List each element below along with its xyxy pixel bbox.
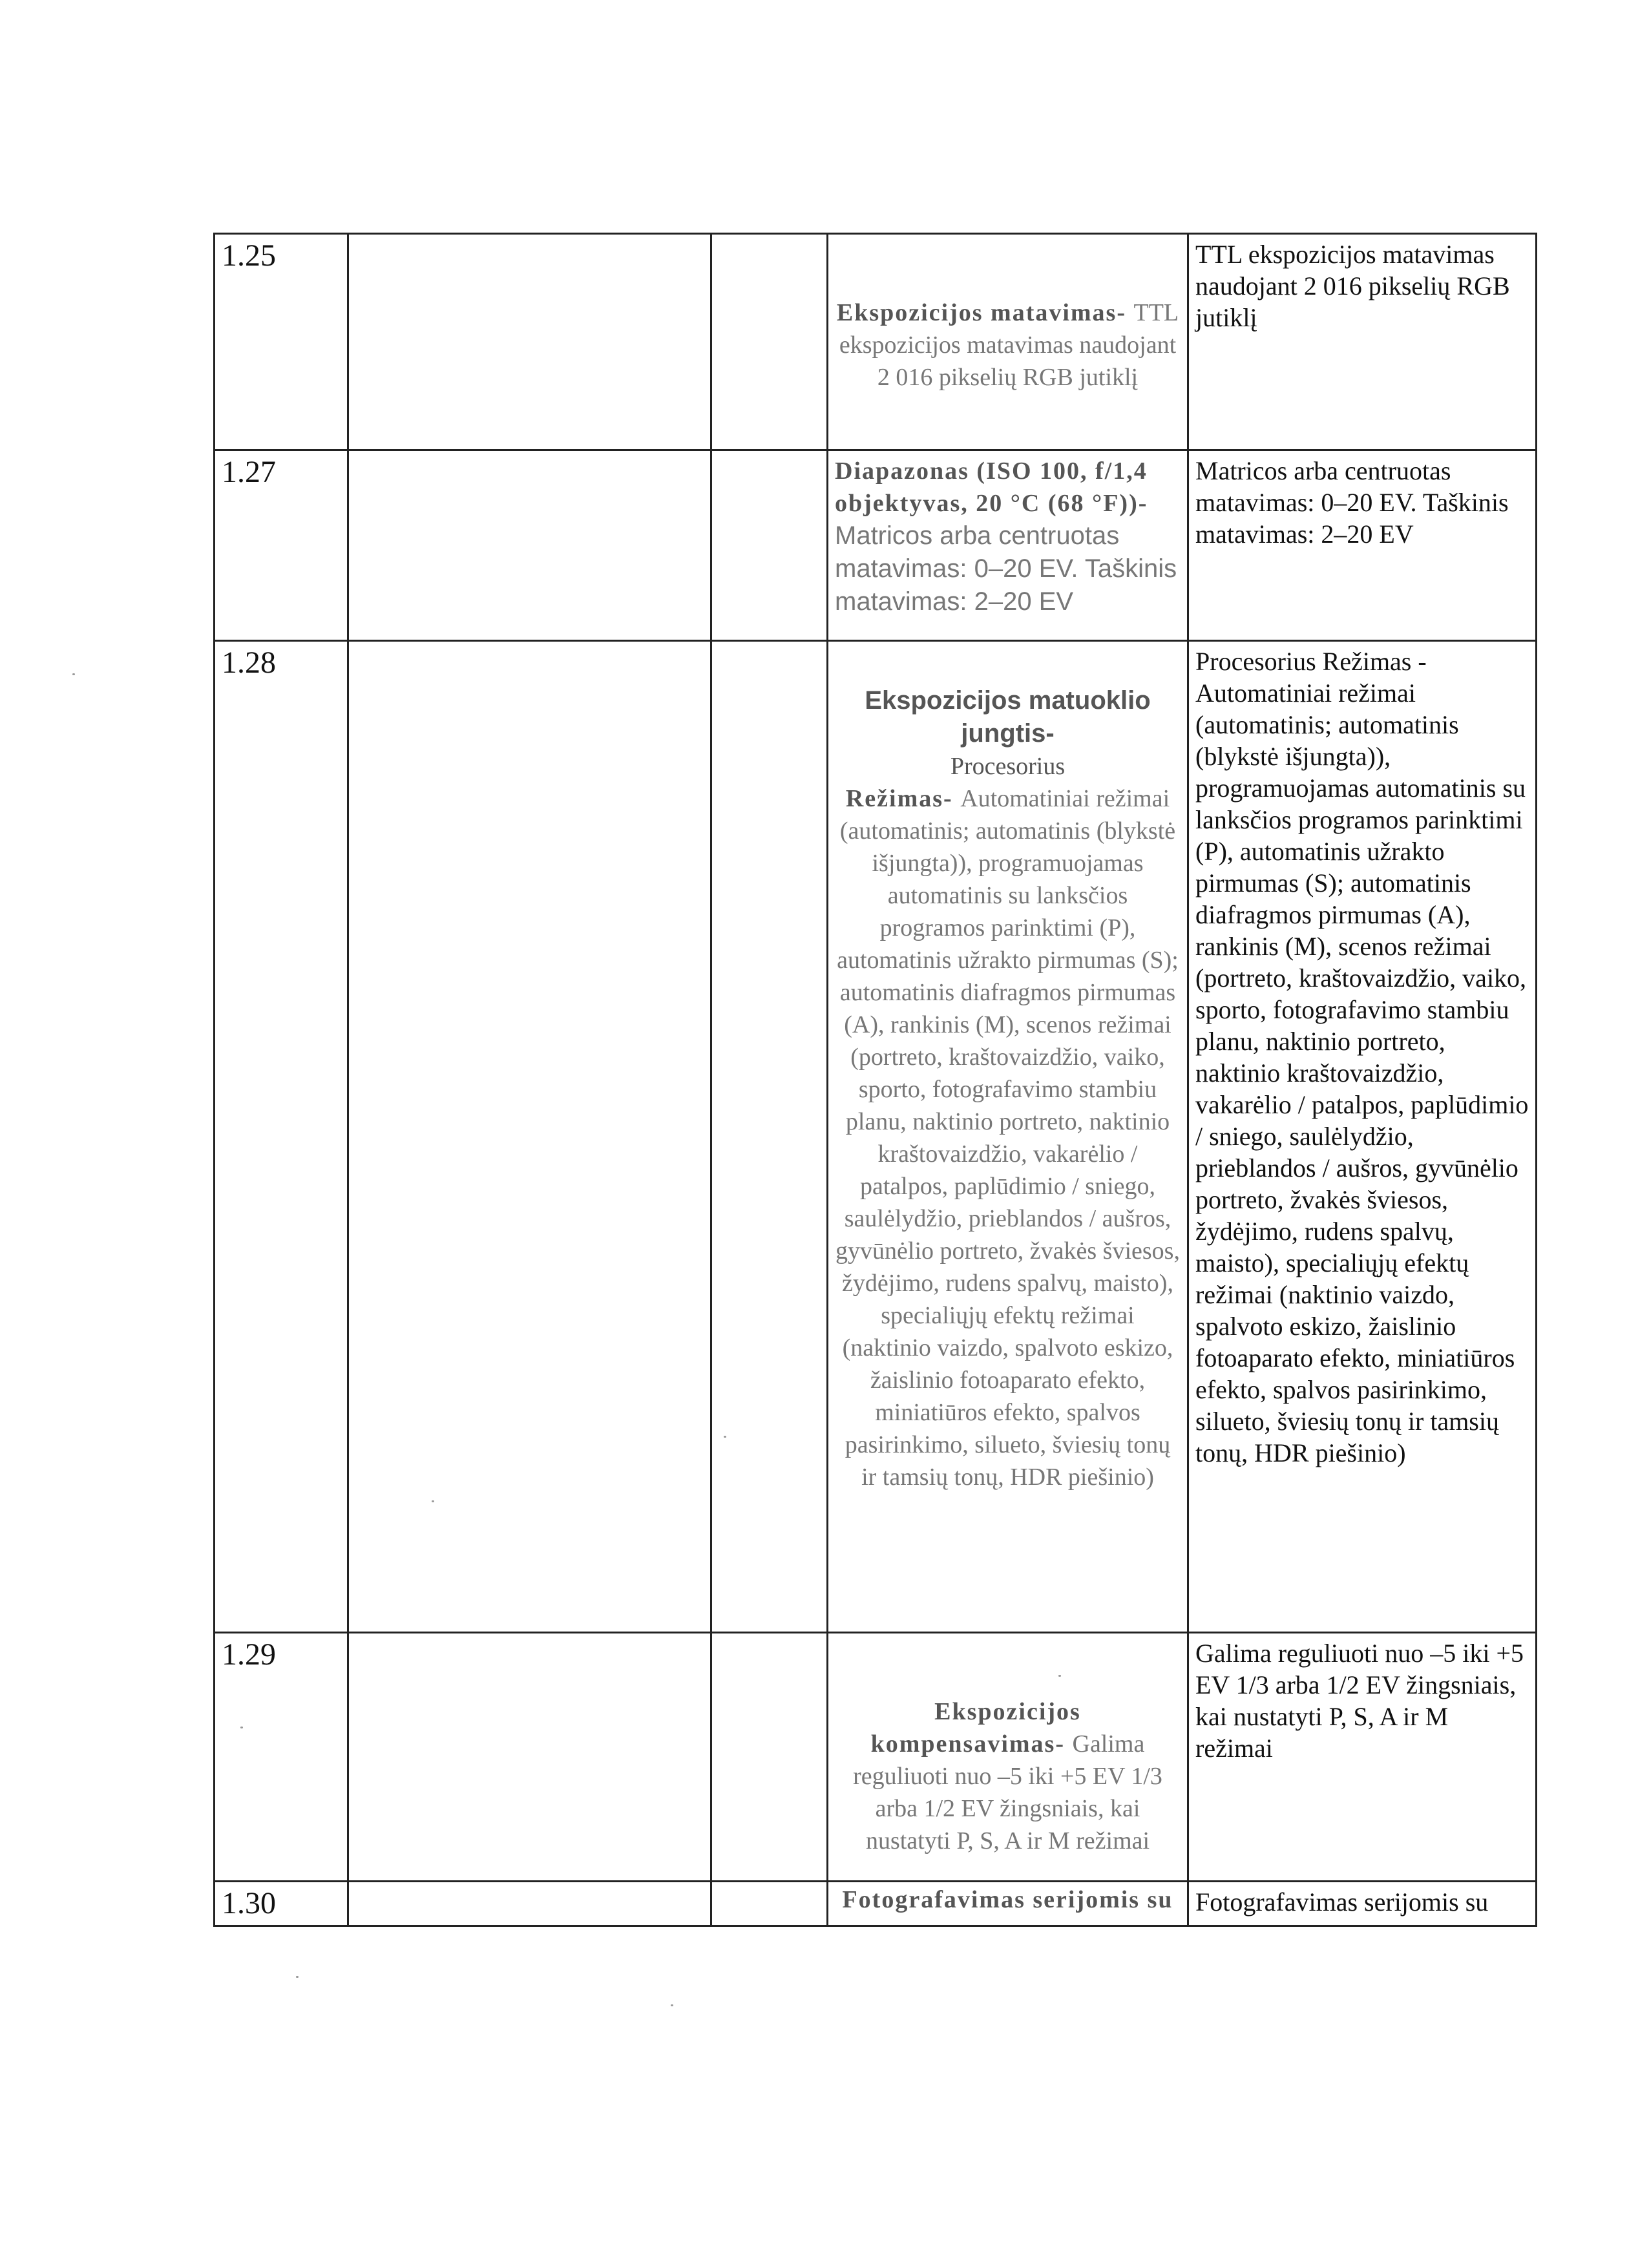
scan-speck: [72, 673, 75, 675]
empty-cell: [711, 234, 828, 450]
scan-speck: [296, 1976, 299, 1978]
description-text: Automatiniai režimai (automatinis; automatinis (blykstė išjungta)), programuojamas automatinis su lanksčios programos parinktimi (P), automatinis užrakto pirmumas (S); automatinis diafragmos pirmumas (A), rankinis (M), scenos režimai (portreto, kraštovaizdžio, vaiko, sporto, fotografavimo stambiu planu, naktinio portreto, naktinio kraštovaizdžio, vakarėlio / patalpos, paplūdimio / sniego, saulėlydžio, prieblandos / aušros, gyvūnėlio portreto, žvakės šviesos, žydėjimo, rudens spalvų, maisto), specialiųjų efektų režimai (naktinio vaizdo, spalvoto eskizo, žaislinio fotoaparato efekto, miniatiūros efekto, spalvos pasirinkimo, silueto, šviesių tonų ir tamsių tonų, HDR piešinio): [835, 785, 1180, 1491]
specification-table: [213, 233, 1537, 1927]
value-cell: Fotografavimas serijomis su: [1188, 1882, 1537, 1926]
spacer: [835, 1637, 1181, 1696]
empty-cell: [711, 1633, 828, 1882]
description-heading: Diapazonas (ISO 100, f/1,4 objektyvas, 20 °C (68 °F))-: [835, 457, 1148, 517]
empty-cell: [348, 234, 711, 450]
table-row: [215, 1882, 1537, 1926]
row-number: 1.25: [215, 234, 348, 450]
empty-cell: [348, 1882, 711, 1926]
scan-speck: [671, 2004, 673, 2006]
spacer: [835, 646, 1181, 684]
row-number: 1.29: [215, 1633, 348, 1882]
row-number: 1.30: [215, 1882, 348, 1926]
scan-speck: [1058, 1675, 1061, 1677]
description-cell: [828, 1882, 1188, 1926]
value-cell: Procesorius Režimas - Automatiniai režimai (automatinis; automatinis (blykstė išjungta)), programuojamas automatinis su lanksčios programos parinktimi (P), automatinis užrakto pirmumas (S); automatinis diafragmos pirmumas (A), rankinis (M), scenos režimai (portreto, kraštovaizdžio, vaiko, sporto, fotografavimo stambiu planu, naktinio portreto, naktinio kraštovaizdžio, vakarėlio / patalpos, paplūdimio / sniego, saulėlydžio, prieblandos / aušros, gyvūnėlio portreto, žvakės šviesos, žydėjimo, rudens spalvų, maisto), specialiųjų efektų režimai (naktinio vaizdo, spalvoto eskizo, žaislinio fotoaparato efekto, miniatiūros efekto, spalvos pasirinkimo, silueto, šviesių tonų ir tamsių tonų, HDR piešinio): [1188, 641, 1537, 1633]
description-heading: Fotografavimas serijomis su: [842, 1886, 1173, 1913]
description-heading: Ekspozicijos matavimas-: [836, 299, 1134, 326]
description-text: Matricos arba centruotas matavimas: 0–20 EV. Taškinis matavimas: 2–20 EV: [835, 521, 1177, 616]
empty-cell: [348, 1633, 711, 1882]
empty-cell: [711, 1882, 828, 1926]
empty-cell: [711, 641, 828, 1633]
scan-speck: [724, 1436, 726, 1438]
description-cell: [828, 641, 1188, 1633]
row-number: 1.28: [215, 641, 348, 1633]
description-text: Galima reguliuoti nuo –5 iki +5 EV 1/3 arba 1/2 EV žingsniais, kai nustatyti P, S, A ir M režimai: [853, 1730, 1162, 1854]
table-row: [215, 450, 1537, 641]
description-text: TTL ekspozicijos matavimas naudojant 2 016 pikselių RGB jutiklį: [839, 299, 1179, 391]
description-heading: Ekspozicijos kompensavimas-: [870, 1698, 1081, 1758]
table-row: [215, 1633, 1537, 1882]
scan-speck: [432, 1500, 434, 1502]
description-cell: [828, 450, 1188, 641]
spacer: [835, 238, 1181, 297]
description-heading: Ekspozicijos matuoklio jungtis-: [865, 686, 1151, 748]
empty-cell: [348, 641, 711, 1633]
scan-speck: [240, 1727, 243, 1728]
description-cell: [828, 234, 1188, 450]
description-lead: Procesorius: [950, 753, 1066, 780]
table-row: [215, 234, 1537, 450]
empty-cell: [348, 450, 711, 641]
empty-cell: [711, 450, 828, 641]
description-cell: [828, 1633, 1188, 1882]
value-cell: TTL ekspozicijos matavimas naudojant 2 016 pikselių RGB jutiklį: [1188, 234, 1537, 450]
description-subheading: Režimas-: [845, 785, 961, 812]
value-cell: Matricos arba centruotas matavimas: 0–20 EV. Taškinis matavimas: 2–20 EV: [1188, 450, 1537, 641]
value-cell: Galima reguliuoti nuo –5 iki +5 EV 1/3 arba 1/2 EV žingsniais, kai nustatyti P, S, A ir M režimai: [1188, 1633, 1537, 1882]
row-number: 1.27: [215, 450, 348, 641]
table-row: [215, 641, 1537, 1633]
